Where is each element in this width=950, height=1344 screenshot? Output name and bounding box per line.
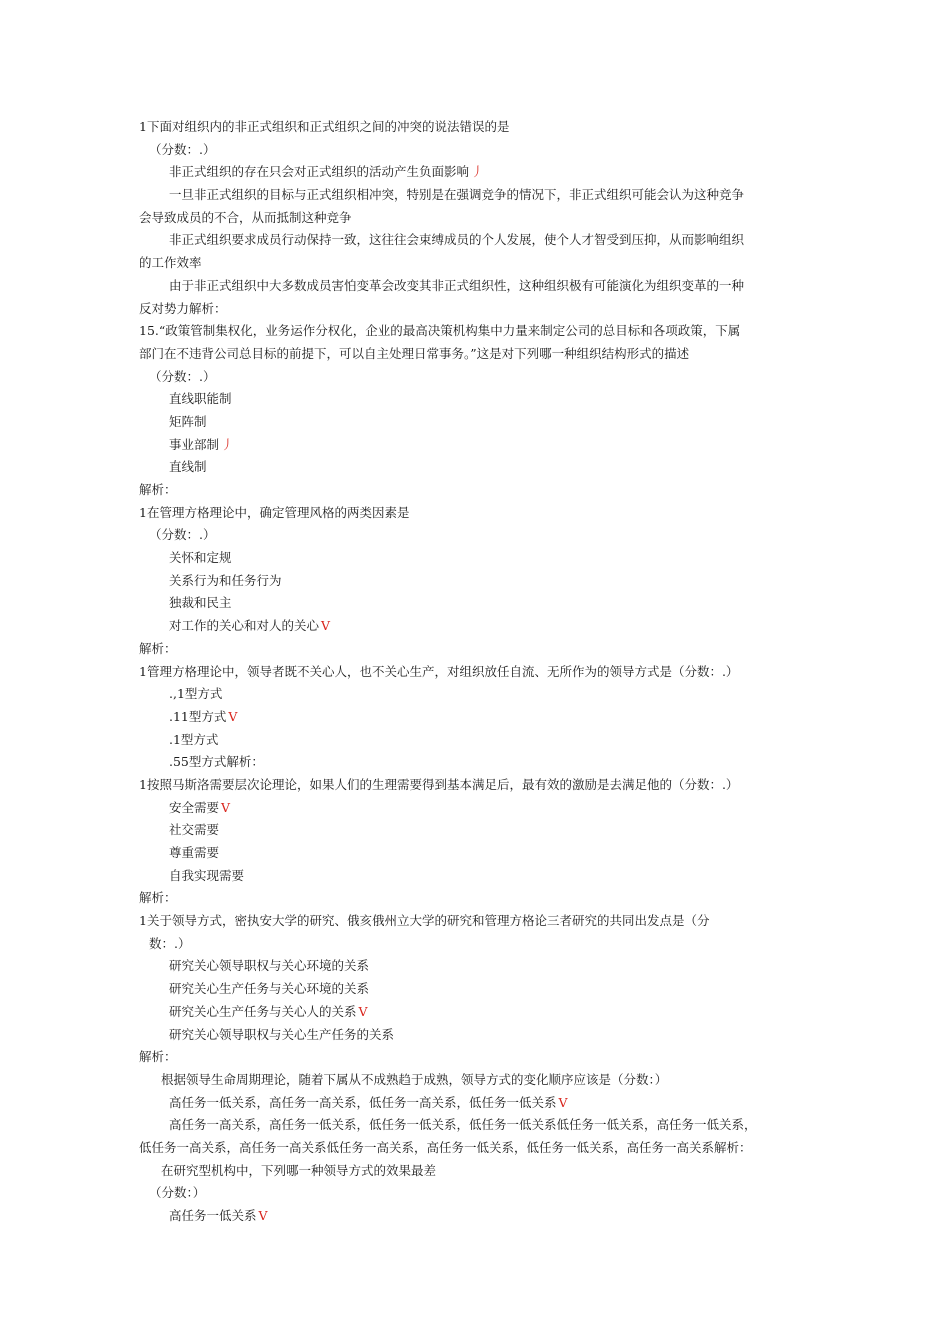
line-text: 事业部制: [169, 436, 220, 452]
line-text: 高任务一低关系，高任务一高关系，低任务一高关系，低任务一低关系: [169, 1094, 557, 1110]
text-line: [139, 774, 811, 797]
line-text: .,1型方式: [169, 686, 223, 702]
text-line: [139, 1137, 811, 1160]
line-text: （分数：.）: [149, 527, 216, 543]
text-line: [139, 615, 811, 638]
line-text: 解析：: [139, 640, 177, 656]
text-line: [139, 1160, 811, 1183]
answer-check-mark: V: [258, 1208, 268, 1223]
text-line: [139, 434, 811, 457]
text-line: [139, 592, 811, 615]
line-text: 由于非正式组织中大多数成员害怕变革会改变其非正式组织性，这种组织极有可能演化为组织变革的一种: [169, 277, 745, 293]
line-text: 社交需要: [169, 822, 220, 838]
line-text: 研究关心领导职权与关心生产任务的关系: [169, 1026, 395, 1042]
text-line: [139, 116, 811, 139]
line-text: 非正式组织的存在只会对正式组织的活动产生负面影响: [169, 164, 470, 180]
text-line: [139, 1114, 811, 1137]
line-text: 矩阵制: [169, 413, 207, 429]
line-text: .55型方式解析：: [169, 754, 264, 770]
text-line: [139, 207, 811, 230]
line-text: 1下面对组织内的非正式组织和正式组织之间的冲突的说法错误的是: [139, 119, 510, 134]
text-line: [139, 910, 811, 933]
line-text: 研究关心生产任务与关心环境的关系: [169, 981, 370, 997]
line-text: 研究关心领导职权与关心环境的关系: [169, 958, 370, 974]
line-text: 安全需要: [169, 799, 220, 815]
text-line: [139, 865, 811, 888]
line-text: （分数：）: [149, 1185, 206, 1201]
line-text: 关怀和定规: [169, 550, 232, 566]
line-text: 15.“政策管制集权化，业务运作分权化，企业的最高决策机构集中力量来制定公司的总目标和各项政策，下属: [139, 323, 741, 339]
line-text: 会导致成员的不合，从而抵制这种竞争: [139, 209, 352, 225]
answer-check-mark: V: [321, 618, 331, 634]
text-line: [139, 366, 811, 389]
line-text: 根据领导生命周期理论，随着下属从不成熟趋于成熟，领导方式的变化顺序应该是（分数：）: [161, 1071, 668, 1087]
text-line: [139, 161, 811, 184]
text-line: [139, 139, 811, 162]
text-line: [139, 751, 811, 774]
line-text: 部门在不违背公司总目标的前提下，可以自主处理日常事务。”这是对下列哪一种组织结构形式的描述: [139, 345, 690, 361]
line-text: （分数：.）: [149, 141, 216, 157]
text-line: [139, 933, 811, 956]
answer-check-mark: V: [558, 1094, 568, 1110]
line-text: 研究关心生产任务与关心人的关系: [169, 1003, 357, 1019]
text-line: [139, 661, 811, 684]
line-text: .1型方式: [169, 731, 219, 747]
line-text: 一旦非正式组织的目标与正式组织相冲突，特别是在强调竞争的情况下，非正式组织可能会认为这种竞争: [169, 187, 745, 203]
line-text: 直线制: [169, 459, 207, 475]
text-line: [139, 819, 811, 842]
text-line: [139, 1001, 811, 1024]
text-line: [139, 1069, 811, 1092]
text-line: [139, 887, 811, 910]
text-line: [139, 547, 811, 570]
line-text: 的工作效率: [139, 255, 202, 271]
text-line: [139, 978, 811, 1001]
line-text: 解析：: [139, 482, 177, 497]
text-line: [139, 955, 811, 978]
line-text: .11型方式: [169, 708, 227, 724]
answer-check-mark: V: [228, 708, 238, 724]
text-line: [139, 1205, 811, 1228]
text-line: [139, 320, 811, 343]
text-line: [139, 229, 811, 252]
answer-check-mark: 丿: [221, 436, 234, 452]
text-line: [139, 343, 811, 366]
text-line: [139, 252, 811, 275]
answer-check-mark: 丿: [471, 164, 484, 180]
line-text: 独裁和民主: [169, 595, 232, 611]
text-line: [139, 797, 811, 820]
line-text: 反对势力解析：: [139, 300, 227, 316]
line-text: 低任务一高关系，高任务一高关系低任务一高关系，高任务一低关系，低任务一低关系，高任务一高关系解析：: [139, 1139, 752, 1155]
line-text: 高任务一低关系: [169, 1208, 257, 1223]
line-text: 解析：: [139, 890, 177, 906]
text-line: [139, 275, 811, 298]
text-line: [139, 1046, 811, 1069]
line-text: 对工作的关心和对人的关心: [169, 618, 320, 634]
text-line: [139, 1182, 811, 1205]
text-line: [139, 729, 811, 752]
text-line: [139, 524, 811, 547]
document-page: [139, 116, 811, 1228]
text-line: [139, 298, 811, 321]
text-line: [139, 842, 811, 865]
line-text: 尊重需要: [169, 845, 220, 860]
line-text: 解析：: [139, 1049, 177, 1065]
text-line: [139, 1024, 811, 1047]
line-text: 自我实现需要: [169, 867, 245, 883]
line-text: 非正式组织要求成员行动保持一致，这往往会束缚成员的个人发展，使个人才智受到压抑，从而影响组织: [169, 232, 745, 248]
text-line: [139, 456, 811, 479]
text-line: [139, 388, 811, 411]
answer-check-mark: V: [358, 1003, 368, 1019]
text-line: [139, 411, 811, 434]
text-line: [139, 638, 811, 661]
text-line: [139, 706, 811, 729]
text-line: [139, 184, 811, 207]
text-line: [139, 1092, 811, 1115]
line-text: 1关于领导方式，密执安大学的研究、俄亥俄州立大学的研究和管理方格论三者研究的共同出发点是（分: [139, 913, 710, 929]
line-text: 数：.）: [149, 935, 191, 951]
line-text: 1管理方格理论中，领导者既不关心人，也不关心生产，对组织放任自流、无所作为的领导方式是（分数：.）: [139, 663, 739, 679]
text-line: [139, 479, 811, 502]
line-text: 1在管理方格理论中，确定管理风格的两类因素是: [139, 504, 410, 520]
line-text: 直线职能制: [169, 391, 232, 407]
text-line: [139, 570, 811, 593]
answer-check-mark: V: [221, 799, 231, 815]
line-text: 关系行为和任务行为: [169, 572, 282, 588]
text-line: [139, 683, 811, 706]
line-text: （分数：.）: [149, 368, 216, 384]
text-line: [139, 502, 811, 525]
line-text: 1按照马斯洛需要层次论理论，如果人们的生理需要得到基本满足后，最有效的激励是去满足他的（分数：.）: [139, 776, 739, 792]
line-text: 在研究型机构中，下列哪一种领导方式的效果最差: [161, 1162, 437, 1178]
line-text: 高任务一高关系，高任务一低关系，低任务一低关系，低任务一低关系低任务一低关系，高任务一低关系，: [169, 1117, 757, 1133]
